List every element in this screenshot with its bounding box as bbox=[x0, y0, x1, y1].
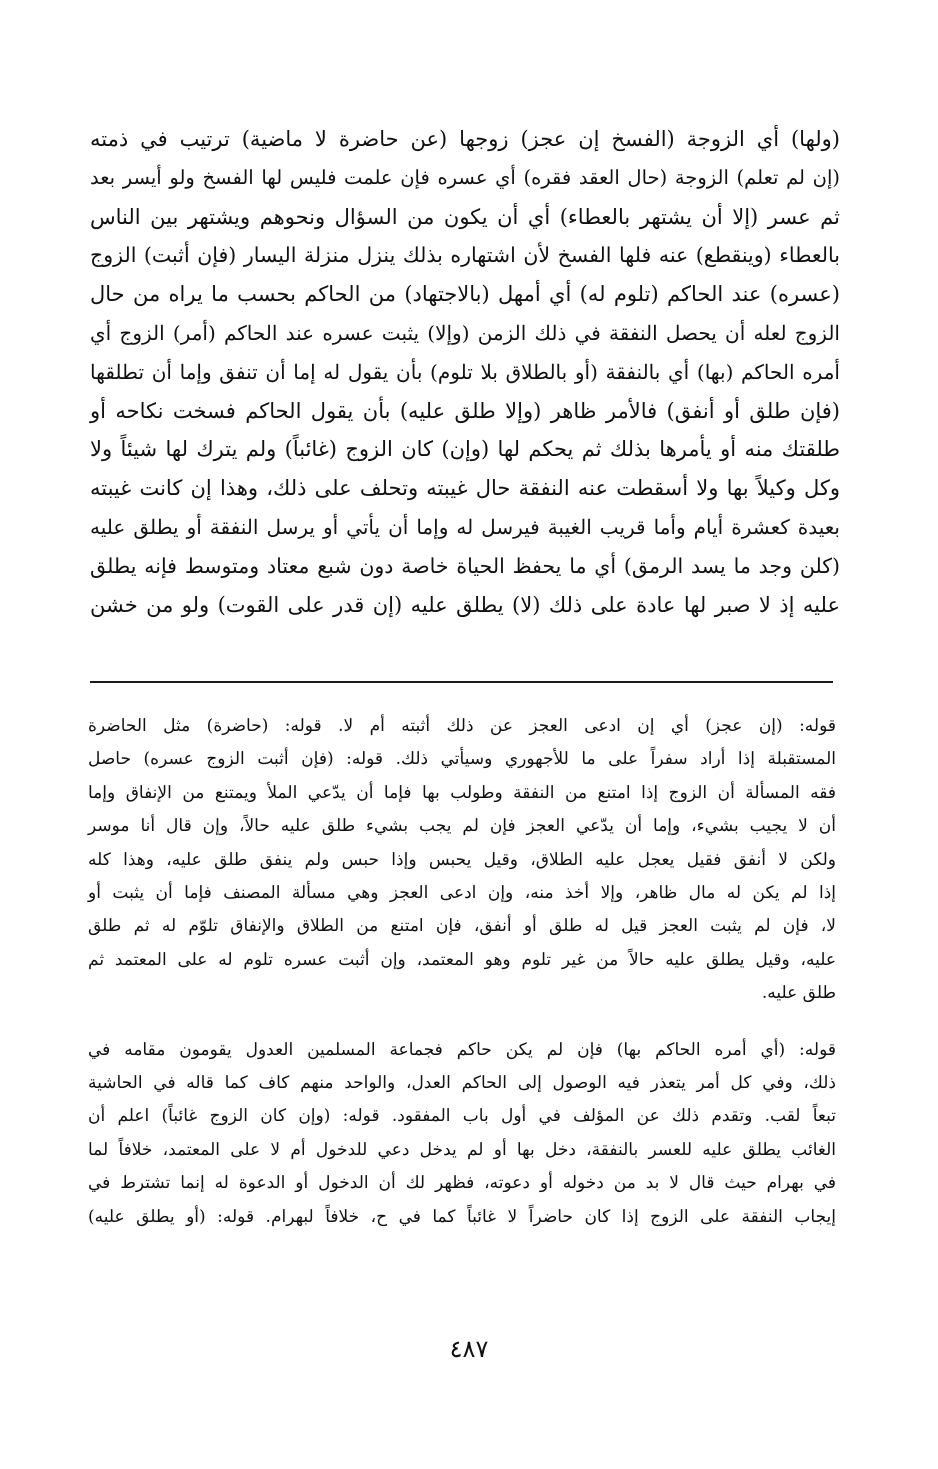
footnote-line: فقه المسألة أن الزوج إذا امتنع من النفقة وطولب بها فإما أن يدّعي الملأ ويمتنع من الإنفاق وإما bbox=[88, 782, 836, 803]
footnote-line: إذا لم يكن له مال ظاهر، وإلا أخذ منه، وإن ادعى العجز وهي مسألة المصنف فإما أن يثبت أو bbox=[88, 883, 836, 904]
main-text-line: (كلن وجد ما يسد الرمق) أي ما يحفظ الحياة خاصة دون شبع معتاد ومتوسط فإنه يطلق bbox=[90, 553, 840, 578]
main-text-line: (فإن طلق أو أنفق) فالأمر ظاهر (وإلا طلق عليه) بأن يقول الحاكم فسخت نكاحه أو bbox=[90, 398, 840, 423]
main-text-line: (عسره) عند الحاكم (تلوم له) أي أمهل (بالاجتهاد) من الحاكم بحسب ما يراه من حال bbox=[90, 282, 840, 307]
footnote-line: قوله: (إن عجز) أي إن ادعى العجز عن ذلك أثبته أم لا. قوله: (حاضرة) مثل الحاضرة bbox=[88, 716, 836, 736]
main-text-line: وكل وكيلاً بها ولا أسقطت عنه النفقة حال غيبته وتحلف على ذلك، وهذا إن كانت غيبته bbox=[90, 476, 840, 501]
main-text-line: (إن لم تعلم) الزوجة (حال العقد فقره) أي عسره فإن علمت فليس لها الفسخ ولو أيسر بعد bbox=[90, 165, 840, 189]
footnote-line: عليه، وقيل يطلق عليه حالاً من غير تلوم وهو المعتمد، وإن أثبت عسره تلوم له على المعتمد ثم bbox=[88, 949, 836, 970]
footnote-line: قوله: (أي أمره الحاكم بها) فإن لم يكن حاكم فجماعة المسلمين العدول يقومون مقامه في bbox=[88, 1039, 836, 1060]
footnote-line: طلق عليه. bbox=[761, 983, 836, 1004]
footnote-line: إيجاب النفقة على الزوج إذا كان حاضراً لا غائباً كما في ح، خلافاً لبهرام. قوله: (أو يطلق عليه) bbox=[88, 1206, 836, 1227]
main-text-line: بالعطاء (وينقطع) عنه فلها الفسخ لأن اشتهاره بذلك ينزل منزلة اليسار (فإن أثبت) الزوج bbox=[90, 243, 840, 268]
footnote-line: الغائب يطلق عليه للعسر بالنفقة، دخل بها أو لم يدخل دعي للدخول أم لا على المعتمد، خلافاً لما bbox=[88, 1139, 836, 1160]
main-text-line: عليه إذ لا صبر لها عادة على ذلك (لا) يطلق عليه (إن قدر على القوت) ولو من خشن bbox=[90, 592, 840, 617]
main-text-line: أمره الحاكم (بها) أي بالنفقة (أو بالطلاق بلا تلوم) بأن يقول له إما أن تنفق وإما أن تطلقها bbox=[90, 359, 840, 384]
page-number: ٤٨٧ bbox=[449, 1335, 489, 1363]
footnote-line: لا، فإن لم يثبت العجز قيل له طلق أو أنفق، فإن امتنع من الطلاق والإنفاق تلوّم له ثم طلق bbox=[88, 916, 836, 937]
footnote-block-1 bbox=[88, 710, 836, 1011]
footnote-divider bbox=[90, 681, 833, 683]
footnote-line: أن لا يجيب بشيء، وإما أن يدّعي العجز فإن لم يجب بشيء طلق عليه حالاً، وإن قال أنا موسر bbox=[88, 816, 836, 837]
footnote-line: المستقبلة إذا أراد سفراً على ما للأجهوري وسيأتي ذلك. قوله: (فإن أثبت الزوج عسره) حاصل bbox=[88, 749, 836, 770]
footnote-line: ذلك، وفي كل أمر يتعذر فيه الوصول إلى الحاكم العدل، والواحد منهم كاف كما قاله في الحاشية bbox=[88, 1073, 836, 1094]
footnote-line: تبعاً لقب. وتقدم ذلك عن المؤلف في أول باب المفقود. قوله: (وإن كان الزوج غائباً) اعلم أن bbox=[88, 1106, 836, 1127]
main-text-line: بعيدة كعشرة أيام وأما قريب الغيبة فيرسل له وإما أن يأتي أو يرسل النفقة أو يطلق عليه bbox=[90, 514, 840, 539]
main-text-line: ثم عسر (إلا أن يشتهر بالعطاء) أي أن يكون من السؤال ونحوهم ويشتهر بين الناس bbox=[90, 204, 840, 229]
main-text-line: (ولها) أي الزوجة (الفسخ إن عجز) زوجها (عن حاضرة لا ماضية) ترتيب في ذمته bbox=[90, 127, 840, 151]
main-text-line: الزوج لعله أن يحصل النفقة في ذلك الزمن (وإلا) يثبت عسره عند الحاكم (أمر) الزوج أي bbox=[90, 320, 840, 345]
main-text-body bbox=[90, 120, 840, 624]
footnote-line: ولكن لا أنفق فقيل يعجل عليه الطلاق، وقيل يحبس وإذا حبس ولم ينفق طلق عليه، وهذا كله bbox=[88, 849, 836, 870]
footnote-block-2 bbox=[88, 1034, 836, 1234]
main-text-line: طلقتك منه أو يأمرها بذلك ثم يحكم لها (وإن) كان الزوج (غائباً) ولم يترك لها شيئاً ولا bbox=[90, 437, 840, 462]
footnote-line: في بهرام حيث قال لا بد من دخوله أو دعوته، فظهر لك أن الدخول أو الدعوة له إنما تشترط في bbox=[88, 1173, 836, 1194]
footnotes bbox=[88, 710, 836, 1234]
